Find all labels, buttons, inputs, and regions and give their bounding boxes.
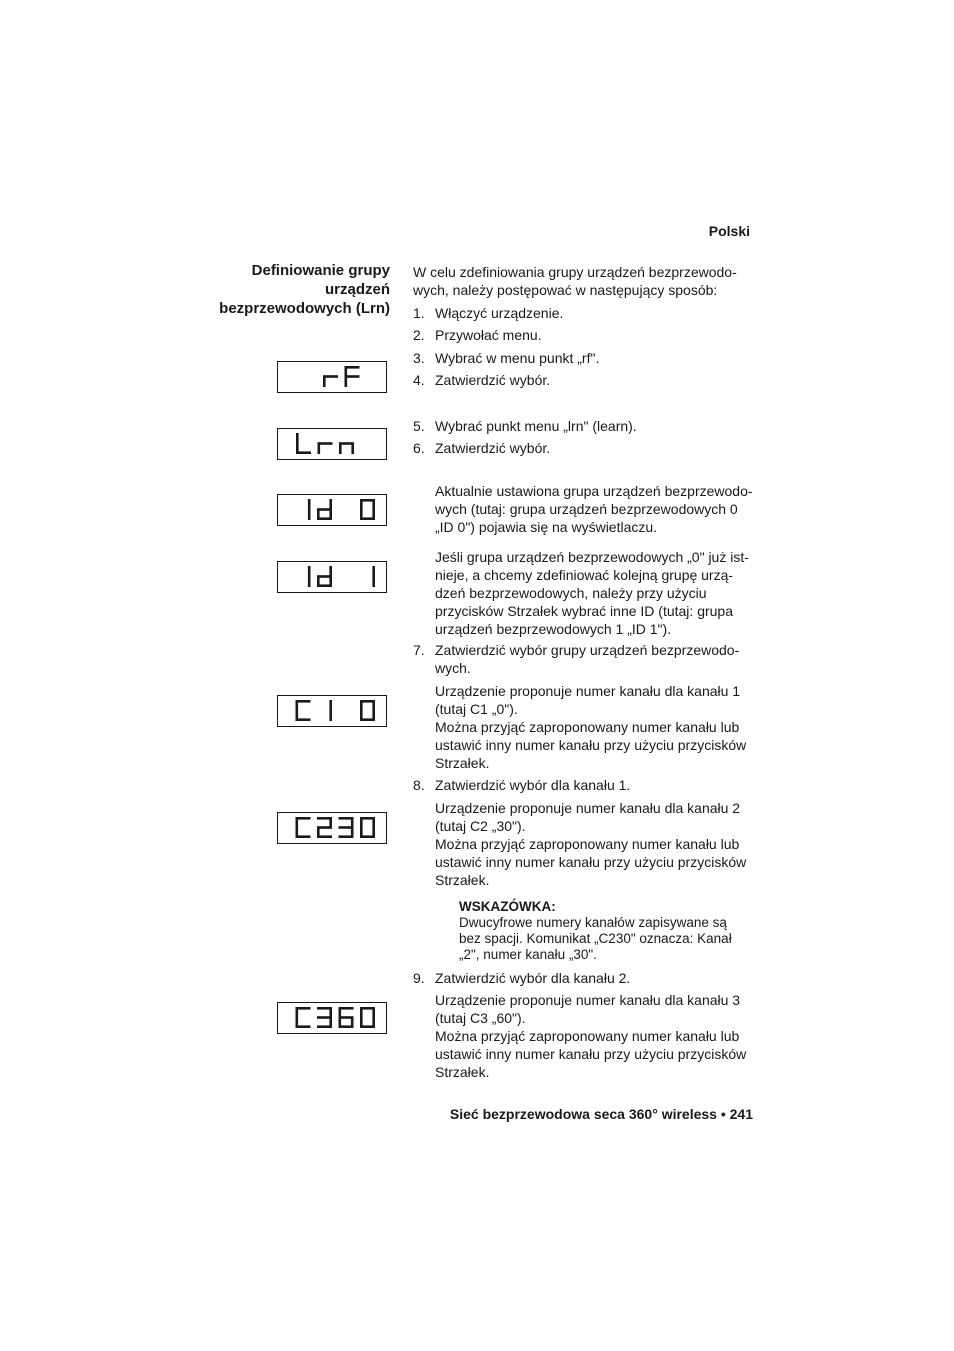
text-line: ustawić inny numer kanału przy użyciu przycisków [435,1046,747,1062]
text-line: Urządzenie proponuje numer kanału dla kanału 1 [435,683,741,699]
text-line: W celu zdefiniowania grupy urządzeń bezprzewodo- [413,264,737,280]
lcd-digits [278,1003,385,1032]
lcd-char [360,1007,375,1028]
lcd-segment [308,566,311,577]
lcd-segment [329,700,332,711]
step-item [413,349,599,367]
lcd-segment [296,433,299,444]
text-line: Jeśli grupa urządzeń bezprzewodowych „0" już ist- [435,549,749,565]
lcd-segment [296,711,299,722]
step-text-continued: wych. [435,660,471,676]
lcd-digits [278,562,385,591]
section-heading-line: Definiowanie grupy [251,262,390,279]
lcd-segment [372,499,375,510]
step-text: Włączyć urządzenie. [435,305,564,321]
lcd-segment [329,817,332,828]
lcd-segment [339,835,354,838]
lcd-segment [323,377,326,388]
lcd-segment [296,817,299,828]
text-line: Urządzenie proponuje numer kanału dla kanału 2 [435,800,741,816]
lcd-segment [329,1007,332,1018]
lcd-digits [278,696,385,725]
lcd-segment [372,566,375,577]
text-line: Aktualnie ustawiona grupa urządzeń bezprzewodo- [435,483,753,499]
lcd-char [372,566,375,587]
step-item [413,417,637,435]
lcd-segment [308,510,311,521]
current-group-paragraph [435,482,759,536]
lcd-segment [296,700,299,711]
step-number: 8. [413,777,425,793]
text-line: Strzałek. [435,1064,490,1080]
text-line: Można przyjąć zaproponowany numer kanału lub [435,1028,740,1044]
step-item [413,326,542,344]
lcd-char [360,499,375,520]
lcd-segment [296,444,299,455]
text-line: dzeń bezprzewodowych, należy przy użyciu [435,585,707,601]
lcd-char [329,700,332,721]
channel-2-paragraph [435,799,759,889]
lcd-char [339,817,354,838]
text-line: „2", numer kanału „30". [459,947,597,962]
step-item [413,969,630,987]
step-number: 5. [413,418,425,434]
page-footer: Sieć bezprzewodowa seca 360° wireless • 241 [449,1106,753,1122]
lcd-char [360,700,375,721]
lcd-char [318,442,333,454]
lcd-char [296,1007,311,1028]
lcd-display-rf [277,361,387,393]
step-number: 3. [413,350,425,366]
text-line: (tutaj C1 „0"). [435,701,518,717]
step-number: 4. [413,372,425,388]
step-item [413,371,550,389]
text-line: „ID 0") pojawia się na wyświetlaczu. [435,519,658,535]
lcd-segment [360,1018,363,1029]
lcd-segment [345,377,348,388]
step-number: 9. [413,970,425,986]
channel-1-paragraph [435,682,759,772]
section-heading [190,261,390,318]
lcd-display-id1 [277,561,387,593]
lcd-segment [323,375,338,378]
lcd-segment [339,444,342,455]
text-line: Dwucyfrowe numery kanałów zapisywane są [459,915,727,930]
step-item [413,641,739,677]
lcd-char [296,817,311,838]
lcd-char [317,499,332,520]
lcd-char [360,817,375,838]
step-text: Zatwierdzić wybór. [435,440,551,456]
lcd-segment [318,442,333,445]
section-heading-line: bezprzewodowych (Lrn) [219,300,390,317]
lcd-segment [372,1007,375,1018]
lcd-segment [317,510,320,521]
lcd-segment [360,828,363,839]
text-line: przycisków Strzałek wybrać inne ID (tutaj: grupa [435,603,733,619]
intro-paragraph [413,263,759,299]
step-item [413,304,563,322]
lcd-segment [329,566,332,577]
lcd-char [308,499,311,520]
lcd-char [317,1007,332,1028]
lcd-segment [296,828,299,839]
lcd-segment [360,1007,363,1018]
step-text: Wybrać w menu punkt „rf". [435,350,600,366]
lcd-digits [278,495,385,524]
step-text: Wybrać punkt menu „lrn" (learn). [435,418,637,434]
lcd-digits [278,429,385,458]
lcd-segment [308,577,311,588]
step-text: Zatwierdzić wybór grupy urządzeń bezprzewodo- [435,642,740,658]
text-line: nieje, a chcemy zdefiniować kolejną grupę urzą- [435,567,734,583]
language-label: Polski [708,223,750,239]
lcd-char [339,442,354,454]
lcd-display-c230 [277,812,387,844]
step-text: Zatwierdzić wybór dla kanału 1. [435,777,631,793]
lcd-segment [351,1018,354,1029]
lcd-char [317,817,332,838]
note-title: WSKAZÓWKA: [459,899,556,914]
lcd-display-c10 [277,695,387,727]
step-text: Zatwierdzić wybór. [435,372,551,388]
lcd-segment [360,700,363,711]
lcd-display-id0 [277,494,387,526]
lcd-segment [318,444,321,455]
text-line: bez spacji. Komunikat „C230" oznacza: Kanał [459,931,732,946]
channel-3-paragraph [435,991,759,1081]
step-number: 1. [413,305,425,321]
lcd-segment [360,711,363,722]
lcd-segment [296,1018,299,1029]
lcd-segment [345,366,348,377]
other-group-paragraph [435,548,759,638]
lcd-char [296,433,311,454]
text-line: (tutaj C2 „30"). [435,818,526,834]
text-line: urządzeń bezprzewodowych 1 „ID 1"). [435,621,672,637]
lcd-char [296,700,311,721]
step-item [413,776,630,794]
text-line: Urządzenie proponuje numer kanału dla kanału 3 [435,992,741,1008]
text-line: Można przyjąć zaproponowany numer kanału lub [435,719,740,735]
lcd-segment [339,1007,342,1018]
lcd-char [323,375,338,387]
lcd-segment [317,1025,332,1028]
lcd-display-lrn [277,428,387,460]
step-number: 6. [413,440,425,456]
lcd-digits [278,362,385,391]
text-line: Strzałek. [435,872,490,888]
lcd-segment [360,817,363,828]
step-number: 7. [413,642,425,658]
step-item [413,439,550,457]
text-line: wych, należy postępować w następujący sposób: [413,282,718,298]
lcd-segment [308,499,311,510]
lcd-segment [351,817,354,828]
section-heading-line: urządzeń [324,281,390,298]
text-line: Można przyjąć zaproponowany numer kanału lub [435,836,740,852]
step-text: Przywołać menu. [435,327,542,343]
note-block [459,899,749,963]
lcd-char [317,566,332,587]
lcd-char [308,566,311,587]
lcd-segment [372,817,375,828]
lcd-segment [317,508,332,511]
lcd-char [339,1007,354,1028]
lcd-segment [317,835,332,838]
lcd-segment [317,577,320,588]
lcd-segment [329,711,332,722]
lcd-segment [329,499,332,510]
step-text: Zatwierdzić wybór dla kanału 2. [435,970,631,986]
text-line: (tutaj C3 „60"). [435,1010,526,1026]
lcd-segment [372,577,375,588]
lcd-segment [372,700,375,711]
text-line: ustawić inny numer kanału przy użyciu przycisków [435,854,747,870]
lcd-segment [360,499,363,510]
lcd-segment [351,444,354,455]
step-number: 2. [413,327,425,343]
lcd-segment [345,375,360,378]
lcd-segment [339,442,354,445]
text-line: wych (tutaj: grupa urządzeń bezprzewodowych 0 [435,501,738,517]
text-line: ustawić inny numer kanału przy użyciu przycisków [435,737,747,753]
text-line: Strzałek. [435,755,490,771]
lcd-segment [317,575,332,578]
lcd-char [345,366,360,387]
lcd-digits [278,813,385,842]
lcd-segment [360,510,363,521]
lcd-display-c360 [277,1002,387,1034]
lcd-segment [296,1007,299,1018]
